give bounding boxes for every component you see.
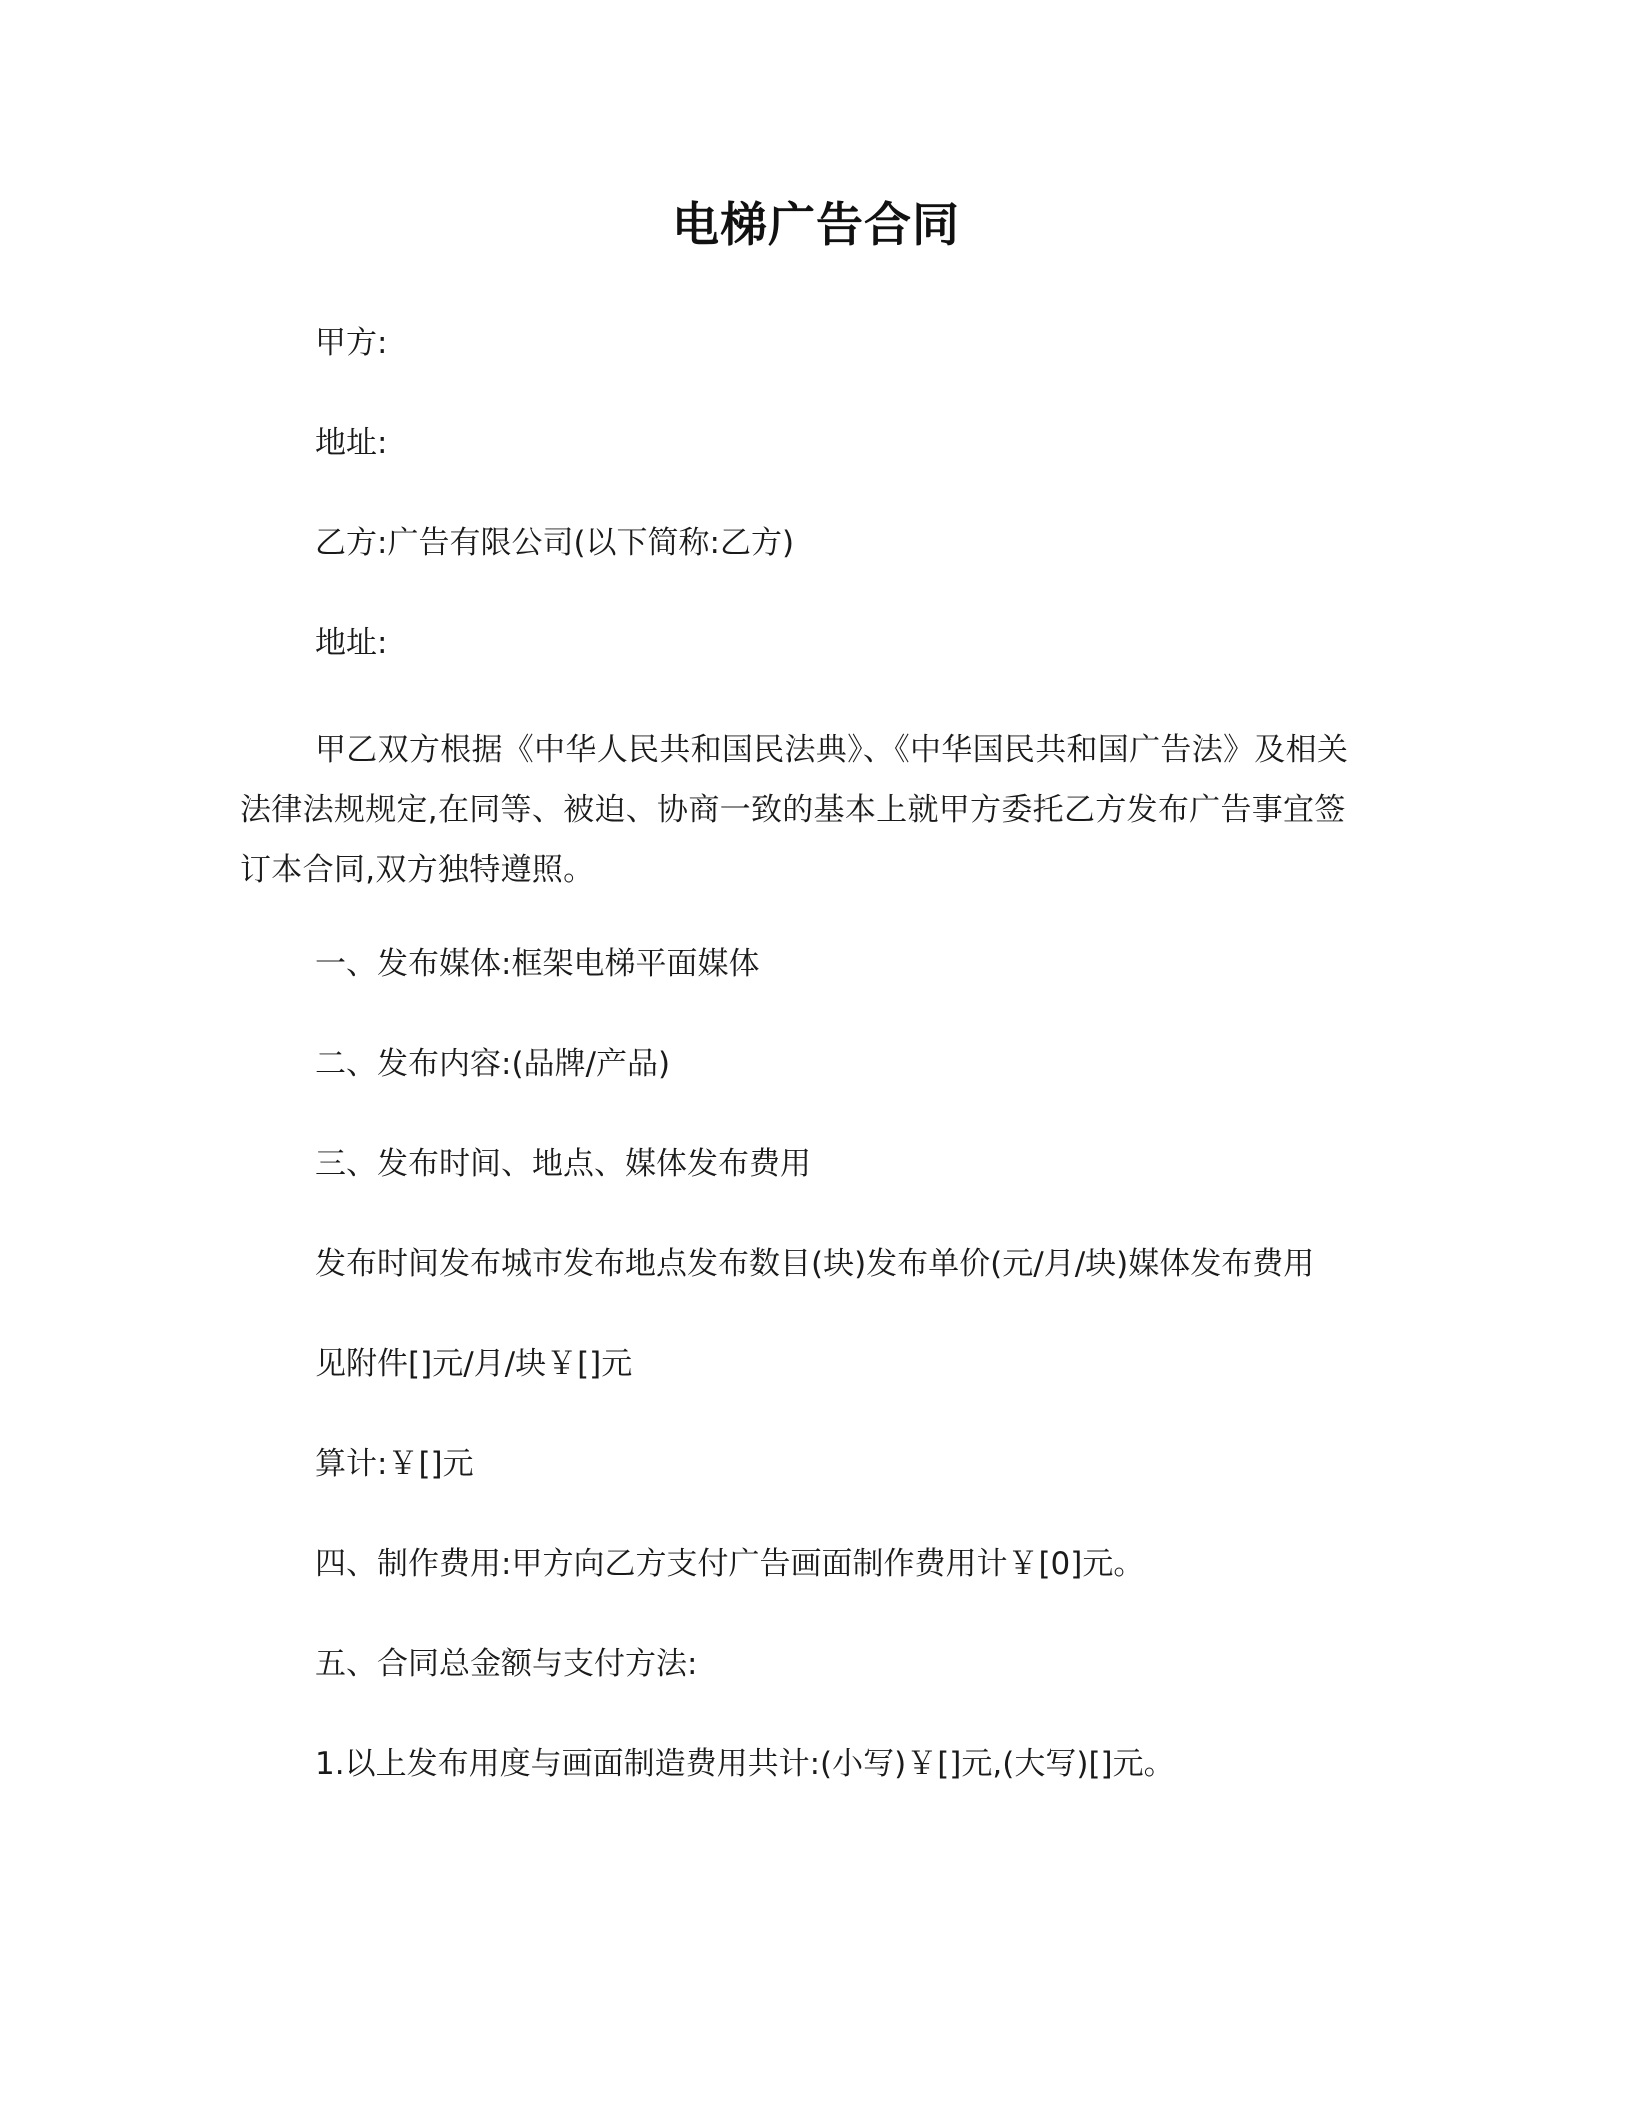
clause-4: 四、制作费用:甲方向乙方支付广告画面制作费用计￥[0]元。 xyxy=(315,1546,1145,1582)
clause-3: 三、发布时间、地点、媒体发布费用 xyxy=(315,1146,811,1182)
clause-2: 二、发布内容:(品牌/产品) xyxy=(315,1046,671,1082)
document-title: 电梯广告合同 xyxy=(672,198,960,253)
clause-5-item-1: 1.以上发布用度与画面制造费用共计:(小写)￥[]元,(大写)[]元。 xyxy=(315,1746,1175,1782)
party-b-address-line: 地址: xyxy=(315,625,388,661)
party-b-line: 乙方:广告有限公司(以下简称:乙方) xyxy=(315,525,795,561)
fee-table-row: 见附件[]元/月/块￥[]元 xyxy=(315,1346,633,1382)
fee-total: 算计:￥[]元 xyxy=(315,1446,474,1482)
intro-paragraph: 甲乙双方根据《中华人民共和国民法典》、《中华国民共和国广告法》及相关法律法规规定,在同等、被迫、协商一致的基本上就甲方委托乙方发布广告事宜签订本合同,双方独特遵照。 xyxy=(240,732,1349,888)
party-a-line: 甲方: xyxy=(315,325,388,361)
fee-table-header: 发布时间发布城市发布地点发布数目(块)发布单价(元/月/块)媒体发布费用 xyxy=(315,1246,1315,1282)
clause-1: 一、发布媒体:框架电梯平面媒体 xyxy=(315,946,760,982)
clause-5: 五、合同总金额与支付方法: xyxy=(315,1646,698,1682)
party-a-address-line: 地址: xyxy=(315,425,388,461)
